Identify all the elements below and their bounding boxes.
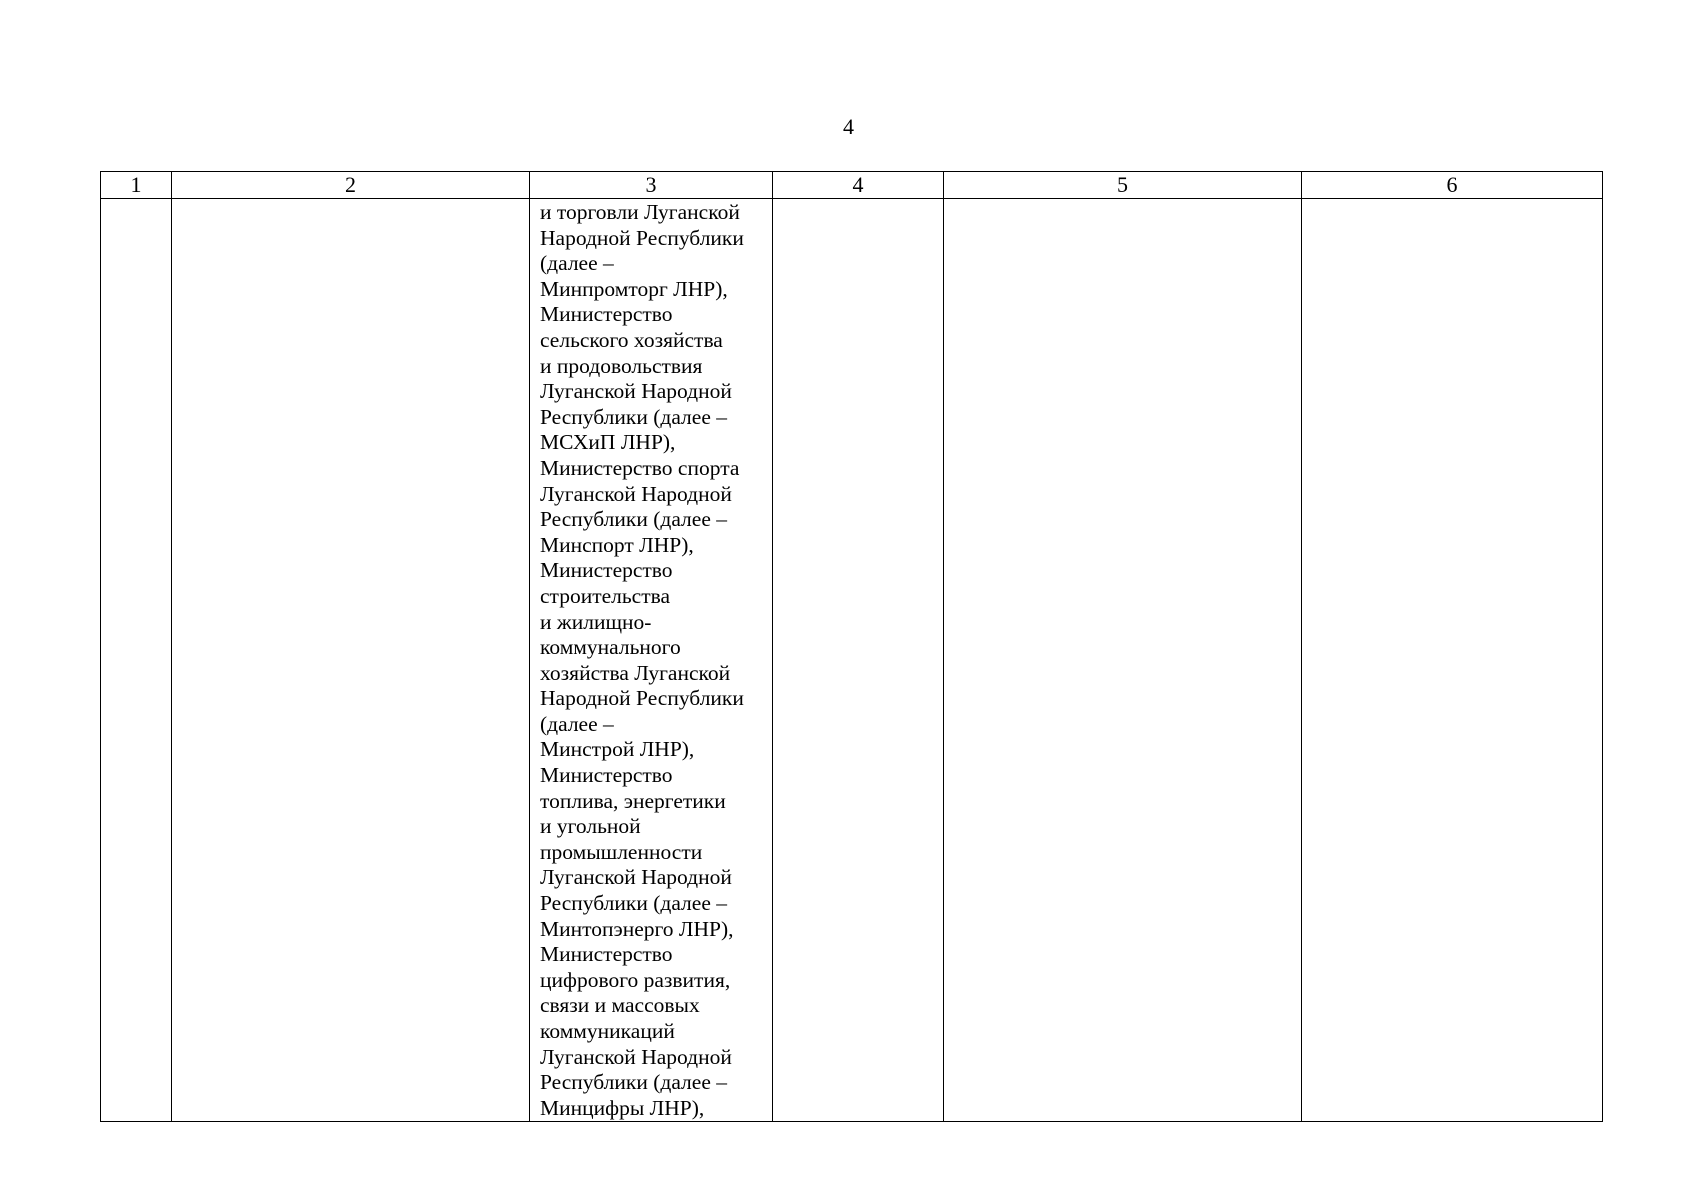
text-line: Народной Республики — [540, 225, 744, 250]
text-line: коммуникаций — [540, 1019, 675, 1043]
text-line: и жилищно- — [540, 609, 652, 634]
text-line: Минспорт ЛНР), — [540, 532, 694, 557]
text-line: Министерство спорта — [540, 455, 740, 480]
table-cell-col3 — [530, 199, 773, 1122]
text-line: строительства — [540, 583, 671, 608]
text-line: Минцифры ЛНР), — [540, 1095, 705, 1120]
table-header-row — [101, 172, 1603, 199]
text-line: Министерство — [540, 763, 673, 788]
text-line: и торговли Луганской — [540, 200, 740, 224]
text-line: и продовольствия — [540, 353, 703, 378]
text-line: (далее – — [540, 711, 614, 736]
text-line: коммунального — [540, 635, 681, 660]
column-header-1: 1 — [101, 172, 172, 199]
text-line: Министерство — [540, 302, 673, 327]
text-line: Министерство — [540, 558, 673, 583]
text-line: Республики (далее – — [540, 507, 728, 532]
text-line: Народной Республики — [540, 686, 744, 711]
text-line: Луганской Народной — [540, 865, 732, 890]
page-number: 4 — [843, 114, 854, 139]
column-header-3: 3 — [530, 172, 773, 199]
text-line: Луганской Народной — [540, 481, 732, 506]
text-line: Министерство — [540, 942, 673, 967]
column-header-5: 5 — [944, 172, 1302, 199]
text-line: Республики (далее – — [540, 1070, 728, 1095]
text-line: Республики (далее – — [540, 404, 728, 429]
ministries-list-text — [530, 199, 772, 1121]
text-line: Луганской Народной — [540, 379, 732, 404]
text-line: Луганской Народной — [540, 1044, 732, 1069]
text-line: связи и массовых — [540, 993, 700, 1018]
text-line: Республики (далее – — [540, 891, 728, 916]
table-cell-col6 — [1302, 199, 1603, 1122]
text-line: Минтопэнерго ЛНР), — [540, 916, 734, 941]
text-line: (далее – — [540, 251, 614, 276]
text-line: топлива, энергетики — [540, 788, 726, 813]
table-cell-col2 — [172, 199, 530, 1122]
text-line: промышленности — [540, 839, 703, 864]
text-line: Минпромторг ЛНР), — [540, 276, 728, 301]
table-cell-col5 — [944, 199, 1302, 1122]
table-cell-col4 — [773, 199, 944, 1122]
document-table — [100, 171, 1603, 1122]
text-line: цифрового развития, — [540, 967, 731, 992]
column-header-2: 2 — [172, 172, 530, 199]
text-line: сельского хозяйства — [540, 327, 723, 352]
text-line: и угольной — [540, 814, 641, 839]
column-header-4: 4 — [773, 172, 944, 199]
column-header-6: 6 — [1302, 172, 1603, 199]
table-cell-col1 — [101, 199, 172, 1122]
text-line: МСХиП ЛНР), — [540, 430, 676, 455]
text-line: Минстрой ЛНР), — [540, 737, 695, 762]
text-line: хозяйства Луганской — [540, 660, 731, 685]
table-row — [101, 199, 1603, 1122]
